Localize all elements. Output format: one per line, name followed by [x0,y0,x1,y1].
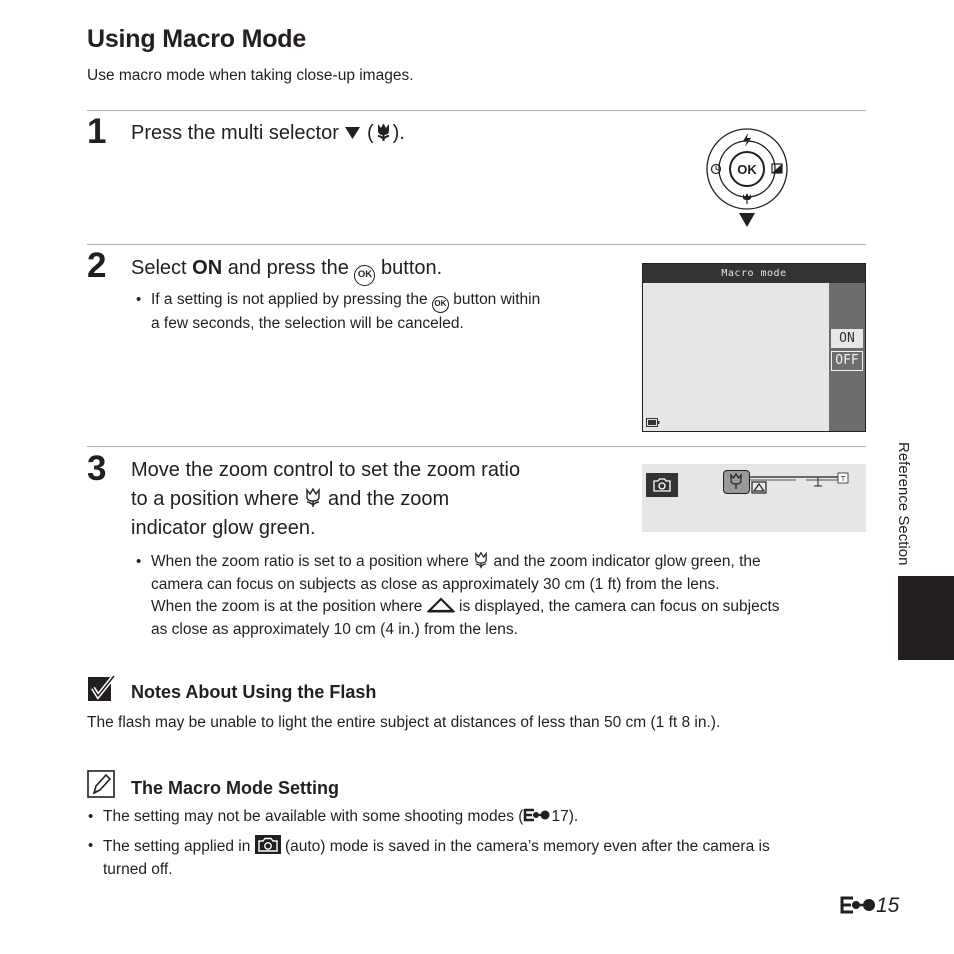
bullet-dot: • [88,837,94,854]
macro-outline-icon [473,551,489,570]
multi-selector-dial [705,127,791,231]
reference-e-icon [523,808,551,822]
ok-button-label: OK [737,162,757,177]
options-panel [829,283,865,431]
macro-mode-screen [642,263,866,432]
bullet-dot: • [136,291,142,308]
macro-outline-icon [729,473,743,490]
intro-text: Use macro mode when taking close-up images. [87,67,414,84]
option-off-selected[interactable]: OFF [831,351,863,371]
tele-label: T [840,475,846,483]
divider [87,110,866,111]
macro-outline-icon [304,487,322,509]
note-setting-bullet: • The setting may not be available with some shooting modes ( 17). [103,806,873,829]
section-side-label: Reference Section [895,442,912,566]
macro-flower-icon [374,122,393,142]
zoom-indicator-screen [642,464,866,532]
note-heading-flash: Notes About Using the Flash [131,682,377,702]
zoom-bar [750,470,850,496]
step-1-instruction: Press the multi selector ( ). [131,122,405,144]
screen-header: Macro mode [643,264,865,283]
camera-icon [653,478,671,492]
note-heading-setting: The Macro Mode Setting [131,778,340,798]
ok-button-icon: OK [432,296,449,313]
step-2-instruction: Select ON and press the OK button. [131,254,442,286]
pencil-note-icon [87,770,115,798]
down-triangle-icon [344,126,361,140]
auto-mode-indicator [646,473,678,497]
note-setting-bullet: • The setting applied in (auto) mode is saved in the camera’s memory even after the camera is turned off. [88,837,770,878]
bullet-dot: • [88,808,94,825]
macro-zoom-highlight [723,470,750,494]
step-number: 3 [87,449,107,488]
down-arrow-indicator [739,213,755,227]
divider [87,244,866,245]
option-on[interactable]: ON [831,329,863,348]
step-3-bullet: • When the zoom ratio is set to a position where and the zoom indicator glow green, the camera can focus on subjects as close as approximately 30 cm (1 ft) from the lens. When the zoom is at the position where is displayed, the camera can focus on subjects as close as approximately 10 cm (4 in.) from the lens. [136,553,780,638]
reference-e-icon [840,896,876,914]
auto-mode-camera-icon [255,835,281,854]
bullet-dot: • [136,553,142,570]
battery-icon [646,418,660,427]
caution-checkmark-icon [87,675,117,703]
close-up-tulip-icon [427,597,455,613]
section-tab [898,576,954,660]
page-title: Using Macro Mode [87,25,307,53]
step-3-instruction: Move the zoom control to set the zoom ratio to a position where and the zoom indicator glow green. [131,459,521,539]
step-number: 1 [87,112,107,151]
step-2-bullet: • If a setting is not applied by pressing the OK button within a few seconds, the selection will be canceled. [136,291,541,332]
divider [87,446,866,447]
step-number: 2 [87,246,107,285]
ok-button-icon: OK [354,265,375,286]
note-body-flash: The flash may be unable to light the entire subject at distances of less than 50 cm (1 ft 8 in.). [87,714,721,731]
page-number: 15 [840,894,899,918]
